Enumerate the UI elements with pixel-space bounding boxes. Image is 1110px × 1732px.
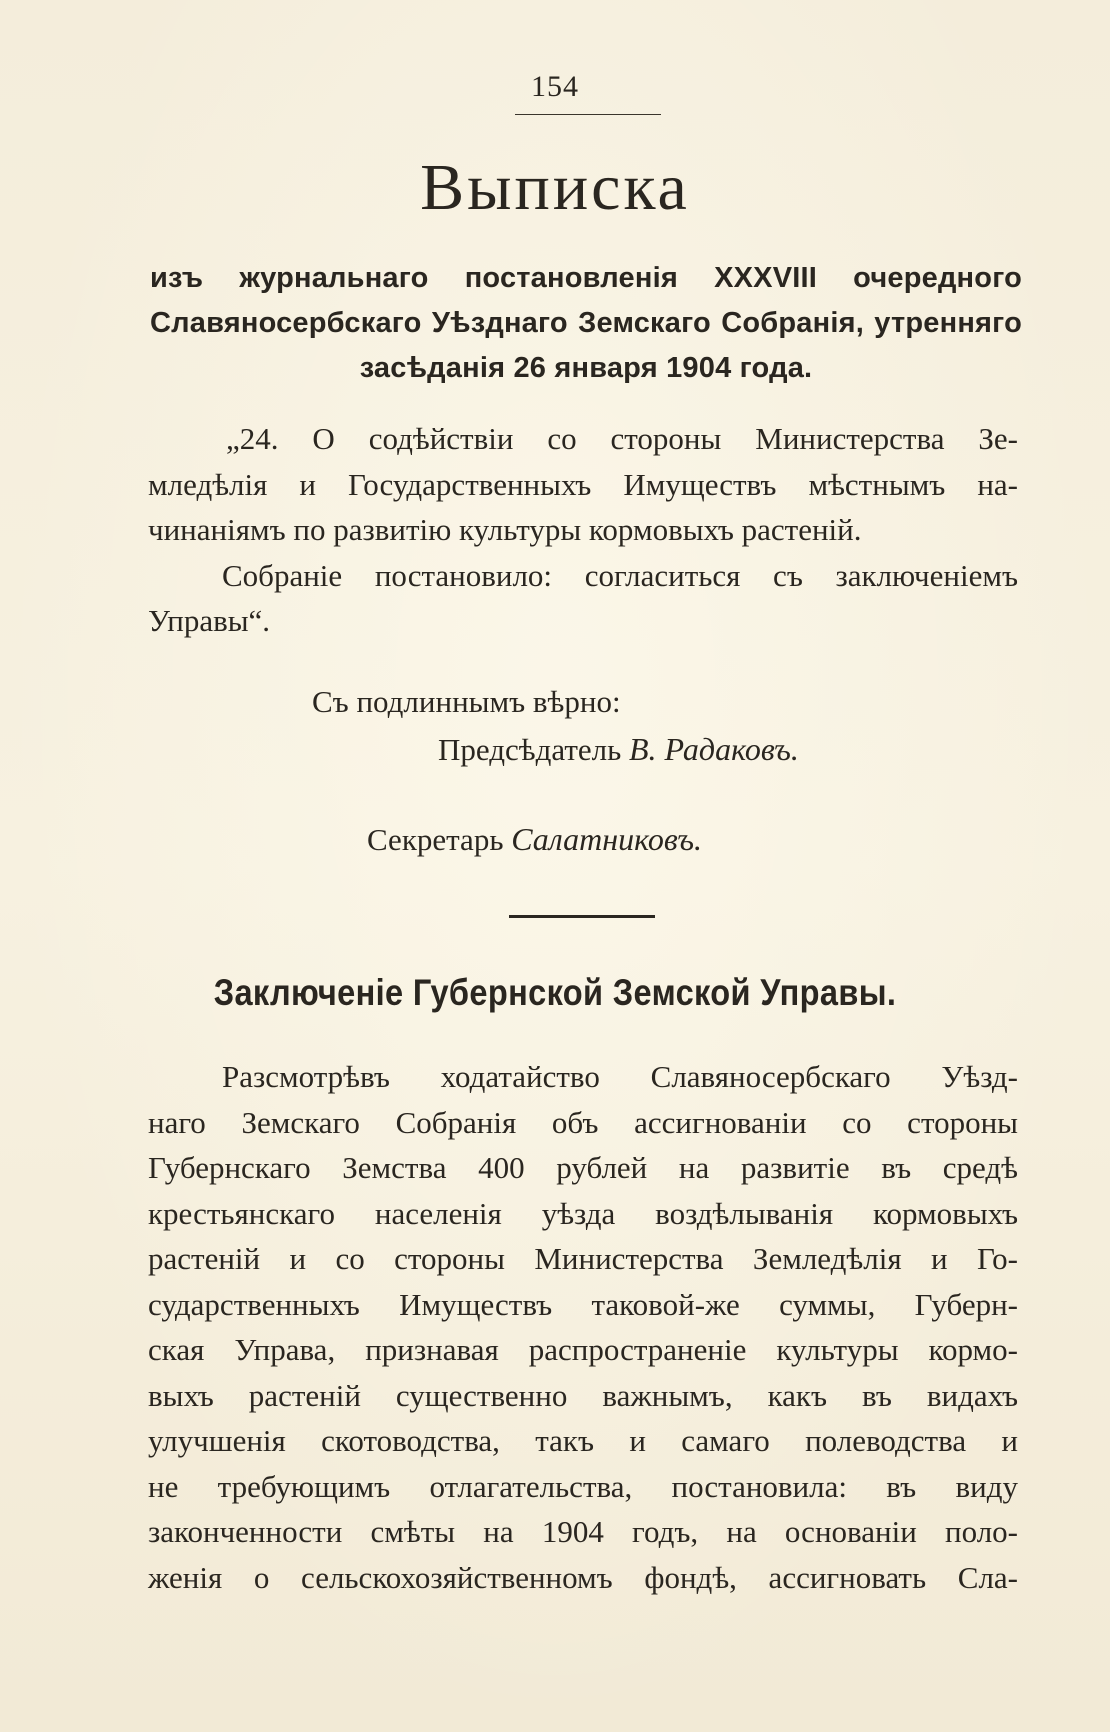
- conclusion-line: улучшенія скотоводства, такъ и самаго полеводства и: [148, 1423, 1018, 1458]
- excerpt-line: Собраніе постановило: согласиться съ заключеніемъ: [222, 558, 1018, 593]
- excerpt-line: чинаніямъ по развитію культуры кормовыхъ растеній.: [148, 512, 862, 547]
- chairman-name: В. Радаковъ.: [629, 731, 799, 767]
- excerpt-line: мледѣлія и Государственныхъ Имуществъ мѣстнымъ на-: [148, 467, 1018, 502]
- conclusion-line: растеній и со стороны Министерства Земледѣлія и Го-: [148, 1241, 1018, 1276]
- conclusion-line: Разсмотрѣвъ ходатайство Славяносербскаго Уѣзд-: [222, 1059, 1018, 1094]
- secretary-signature: [367, 817, 702, 862]
- conclusion-line: не требующимъ отлагательства, постановила: въ виду: [148, 1469, 1018, 1504]
- secretary-name: Салатниковъ.: [511, 821, 702, 857]
- conclusion-line: женія о сельскохозяйственномъ фондѣ, ассигновать Сла-: [148, 1560, 1018, 1595]
- conclusion-line: сударственныхъ Имуществъ таковой-же суммы, Губерн-: [148, 1287, 1018, 1322]
- conclusion-line: Губернскаго Земства 400 рублей на развитіе въ средѣ: [148, 1150, 1018, 1185]
- page-number: 154: [531, 70, 579, 103]
- page-number-rule: [515, 114, 661, 115]
- excerpt-line: „24. О содѣйствіи со стороны Министерства Зе-: [226, 421, 1018, 456]
- conclusion-line: законченности смѣты на 1904 годъ, на основаніи поло-: [148, 1514, 1018, 1549]
- conclusion-line: крестьянскаго населенія уѣзда воздѣлыванія кормовыхъ: [148, 1196, 1018, 1231]
- conclusion-line: выхъ растеній существенно важнымъ, какъ въ видахъ: [148, 1378, 1018, 1413]
- document-subtitle: изъ журнальнаго постановленія XXXVIII очередного Славяносербскаго Уѣзднаго Земскаго Собранія, утренняго засѣданія 26 января 1904 года.: [150, 262, 1022, 384]
- section-heading: Заключеніе Губернской Земской Управы.: [213, 972, 897, 1013]
- certification-text: Съ подлиннымъ вѣрно:: [312, 684, 621, 719]
- conclusion-line: ская Управа, признавая распространеніе культуры кормо-: [148, 1332, 1018, 1367]
- chairman-signature: [438, 727, 799, 772]
- conclusion-line: наго Земскаго Собранія объ ассигнованіи со стороны: [148, 1105, 1018, 1140]
- section-divider: [509, 915, 655, 918]
- document-title: Выписка: [420, 151, 690, 224]
- excerpt-line: Управы“.: [148, 603, 271, 638]
- secretary-label: Секретарь: [367, 822, 504, 857]
- chairman-label: Предсѣдатель: [438, 732, 622, 767]
